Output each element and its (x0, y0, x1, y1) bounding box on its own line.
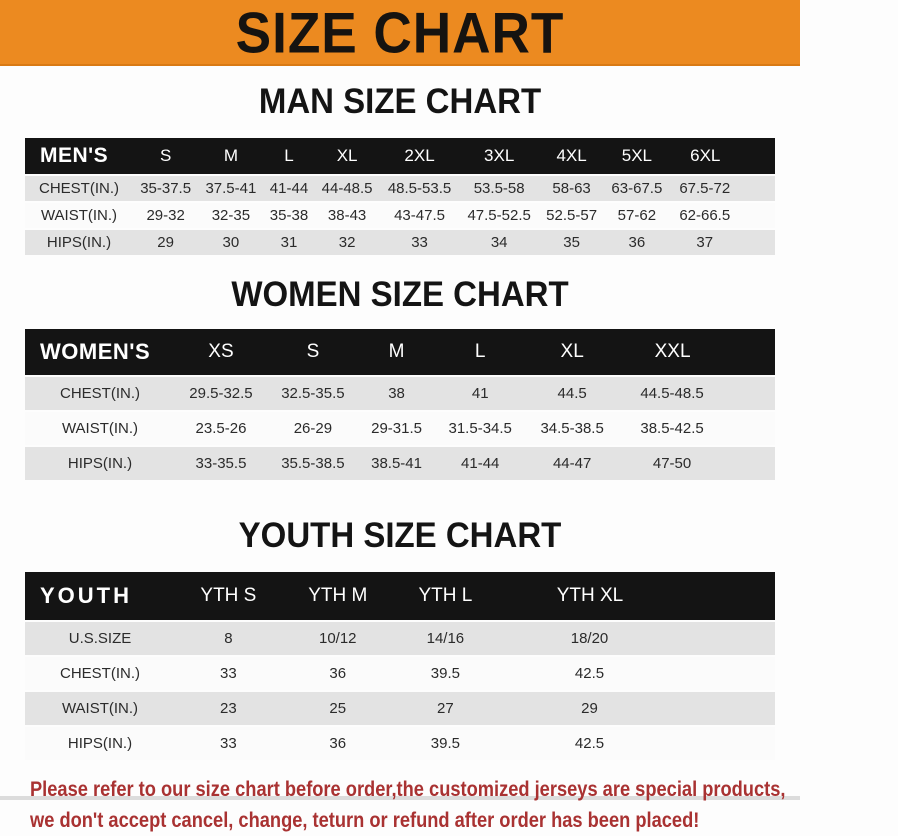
women-column-header: L (474, 341, 486, 362)
men-cell: 41-44 (269, 180, 309, 197)
women-cell: 26-29 (293, 420, 333, 437)
men-cell: 52.5-57 (546, 207, 598, 224)
women-cell: 44.5-48.5 (640, 385, 704, 402)
women-row-label: HIPS(IN.) (67, 455, 133, 472)
men-cell: 57-62 (617, 207, 657, 224)
women-table-body (25, 376, 775, 480)
men-section-title (0, 82, 800, 120)
youth-section-title (0, 516, 800, 554)
youth-cell: 39.5 (430, 665, 460, 682)
men-cell: 58-63 (552, 180, 591, 197)
youth-table-head (25, 572, 775, 621)
women-column-header: XL (560, 341, 584, 362)
women-column-header: XS (208, 341, 234, 362)
men-table-row (25, 202, 775, 229)
men-cell: 29-32 (146, 207, 185, 224)
men-column-header: 6XL (690, 146, 721, 165)
youth-column-header: YTH S (200, 585, 257, 606)
youth-cell: 27 (437, 700, 454, 717)
women-row-label: CHEST(IN.) (60, 385, 140, 402)
youth-cell: 33 (220, 665, 237, 682)
women-cell: 29.5-32.5 (189, 385, 253, 402)
men-column-header: 4XL (556, 146, 587, 165)
youth-cell: 39.5 (430, 735, 460, 752)
women-cell: 29-31.5 (371, 420, 422, 437)
men-cell: 36 (628, 234, 646, 251)
women-column-header-label: WOMEN'S (40, 339, 151, 364)
youth-cell: 23 (220, 700, 237, 717)
youth-table-row (25, 691, 775, 726)
women-table-row (25, 376, 775, 411)
women-cell: 44-47 (552, 455, 592, 472)
women-section-title-text: WOMEN SIZE CHART (231, 273, 569, 314)
youth-section-title-text: YOUTH SIZE CHART (238, 514, 562, 555)
women-cell: 47-50 (652, 455, 692, 472)
women-cell: 38.5-42.5 (640, 420, 704, 437)
youth-table-row (25, 726, 775, 760)
youth-column-header: YTH L (418, 585, 473, 606)
women-cell: 41 (471, 385, 489, 402)
men-cell: 35-37.5 (140, 180, 192, 197)
youth-table-row (25, 621, 775, 656)
men-cell: 32-35 (211, 207, 251, 224)
women-cell: 41-44 (461, 455, 500, 472)
men-table-body (25, 175, 775, 255)
section-youth (0, 516, 800, 760)
men-column-header-label: MEN'S (40, 144, 109, 167)
men-column-header: M (223, 146, 238, 165)
section-women (0, 275, 800, 480)
women-cell: 38.5-41 (371, 455, 422, 472)
women-column-header: M (388, 341, 405, 362)
men-cell: 34 (490, 234, 508, 251)
men-cell: 63-67.5 (611, 180, 663, 197)
women-size-table (25, 329, 775, 480)
youth-cell: 42.5 (574, 665, 605, 682)
youth-column-header: YTH M (308, 585, 368, 606)
women-cell: 33-35.5 (195, 455, 247, 472)
women-cell: 23.5-26 (195, 420, 247, 437)
men-column-header: L (284, 146, 294, 165)
men-row-label: HIPS(IN.) (46, 234, 112, 251)
section-men (0, 82, 800, 255)
women-row-label: WAIST(IN.) (61, 420, 139, 437)
men-cell: 29 (157, 234, 174, 251)
youth-row-label: WAIST(IN.) (61, 700, 139, 717)
men-row-label: WAIST(IN.) (40, 207, 118, 224)
youth-cell: 14/16 (426, 630, 465, 647)
men-cell: 38-43 (327, 207, 367, 224)
women-cell: 44.5 (557, 385, 587, 402)
men-column-header: XL (336, 146, 358, 165)
men-cell: 35-38 (269, 207, 309, 224)
men-row-label: CHEST(IN.) (39, 180, 119, 197)
youth-column-header-label: YOUTH (40, 583, 132, 608)
youth-header-row (25, 572, 775, 621)
men-cell: 30 (222, 234, 240, 251)
men-cell: 44-48.5 (321, 180, 373, 197)
women-cell: 38 (388, 385, 405, 402)
men-column-header: 2XL (404, 146, 435, 165)
men-section-title-text: MAN SIZE CHART (258, 80, 542, 121)
men-cell: 33 (411, 234, 428, 251)
men-cell: 37.5-41 (205, 180, 257, 197)
women-header-row (25, 329, 775, 376)
women-cell: 32.5-35.5 (281, 385, 345, 402)
men-cell: 62-66.5 (679, 207, 731, 224)
banner-title: SIZE CHART (235, 0, 565, 65)
youth-cell: 36 (329, 665, 347, 682)
youth-cell: 33 (220, 735, 237, 752)
youth-row-label: U.S.SIZE (68, 630, 132, 647)
women-table-head (25, 329, 775, 376)
women-table-row (25, 446, 775, 480)
men-cell: 67.5-72 (679, 180, 731, 197)
youth-cell: 36 (329, 735, 347, 752)
youth-cell: 25 (329, 700, 347, 717)
women-section-title (0, 275, 800, 313)
youth-cell: 8 (224, 630, 233, 647)
men-cell: 48.5-53.5 (387, 180, 452, 197)
footer-note (30, 774, 800, 836)
men-column-header: 5XL (621, 146, 652, 165)
youth-cell: 42.5 (574, 735, 605, 752)
banner (0, 0, 800, 66)
men-cell: 43-47.5 (394, 207, 445, 224)
youth-table-body (25, 621, 775, 760)
youth-row-label: CHEST(IN.) (60, 665, 140, 682)
youth-size-table (25, 572, 775, 760)
youth-row-label: HIPS(IN.) (67, 735, 133, 752)
men-table-head (25, 138, 775, 175)
men-cell: 32 (338, 234, 356, 251)
men-table-row (25, 229, 775, 255)
men-header-row (25, 138, 775, 175)
youth-column-header: YTH XL (556, 585, 624, 606)
men-cell: 37 (696, 234, 714, 251)
men-column-header: 3XL (484, 146, 515, 165)
men-cell: 31 (280, 234, 298, 251)
youth-table-row (25, 656, 775, 691)
youth-cell: 18/20 (570, 630, 609, 647)
women-cell: 34.5-38.5 (540, 420, 604, 437)
men-cell: 53.5-58 (473, 180, 525, 197)
men-size-table (25, 138, 775, 255)
youth-cell: 10/12 (318, 630, 357, 647)
women-column-header: XXL (654, 341, 691, 362)
men-cell: 47.5-52.5 (467, 207, 531, 224)
women-table-row (25, 411, 775, 446)
women-cell: 35.5-38.5 (281, 455, 345, 472)
women-column-header: S (306, 341, 320, 362)
youth-cell: 29 (581, 700, 598, 717)
footer-note-line2: we don't accept cancel, change, teturn or refund after order has been placed! (30, 809, 700, 832)
men-cell: 35 (563, 234, 580, 251)
men-column-header: S (159, 146, 172, 165)
footer-note-line1: Please refer to our size chart before order,the customized jerseys are special products, (30, 778, 786, 801)
men-table-row (25, 175, 775, 202)
women-cell: 31.5-34.5 (448, 420, 512, 437)
